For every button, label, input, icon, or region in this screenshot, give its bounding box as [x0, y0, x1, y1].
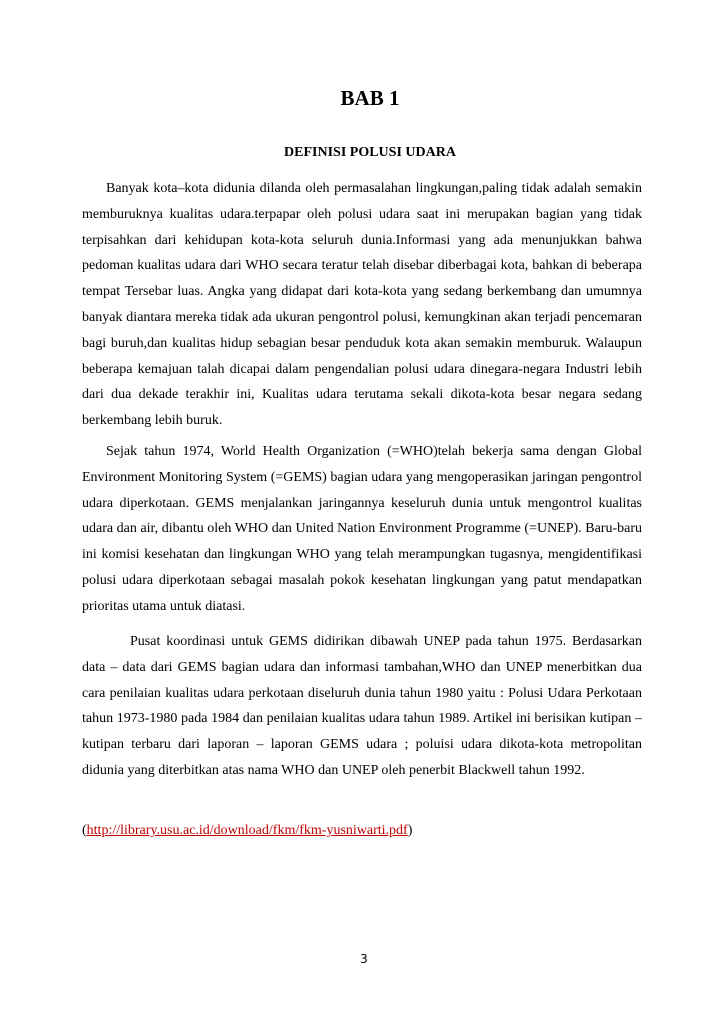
source-close-paren: ) [407, 823, 413, 838]
chapter-title: BAB 1 [340, 86, 400, 110]
source-open-paren: ( [82, 823, 87, 838]
paragraph-1: Banyak kota–kota didunia dilanda oleh permasalahan lingkungan,paling tidak adalah semakin memburuknya kualitas udara.terpapar oleh polusi udara saat ini merupakan bagian yang tidak terpisahkan dari kehidupan kota-kota seluruh dunia.Informasi yang ada menunjukkan bahwa pedoman kualitas udara dari WHO secara teratur telah disebar diberbagai kota, bahkan di beberapa tempat Tersebar luas. Angka yang didapat dari kota-kota yang sedang berkembang dan umumnya banyak diantara mereka tidak ada ukuran pengontrol polusi, kemungkinan akan terjadi pencemaran bagi buruh,dan kualitas hidup sebagian besar penduduk kota akan semakin memburuk. Walaupun beberapa kemajuan talah dicapai dalam pengendalian polusi udara dinegara-negara Industri lebih dari dua dekade terakhir ini, Kualitas udara terutama sekali dikota-kota besar negara sedang berkembang lebih buruk. [82, 181, 642, 429]
source-citation [82, 818, 642, 844]
paragraph-2: Sejak tahun 1974, World Health Organization (=WHO)telah bekerja sama dengan Global Environment Monitoring System (=GEMS) bagian udara yang mengoperasikan jaringan pengontrol udara diperkotaan. GEMS menjalankan jaringannya keseluruh dunia untuk mengontrol kualitas udara dan air, dibantu oleh WHO dan United Nation Environment Programme (=UNEP). Baru-baru ini komisi kesehatan dan lingkungan WHO yang telah merampungkan tugasnya, mengidentifikasi polusi udara diperkotaan sebagai masalah pokok kesehatan lingkungan yang patut mendapatkan prioritas utama untuk diatasi. [82, 444, 642, 614]
paragraph-3: Pusat koordinasi untuk GEMS didirikan dibawah UNEP pada tahun 1975. Berdasarkan data – data dari GEMS bagian udara dan informasi tambahan,WHO dan UNEP menerbitkan dua cara penilaian kualitas udara perkotaan diseluruh dunia tahun 1980 yaitu : Polusi Udara Perkotaan tahun 1973-1980 pada 1984 dan penilaian kualitas udara tahun 1989. Artikel ini berisikan kutipan – kutipan terbaru dari laporan – laporan GEMS udara ; poluisi udara dikota-kota metropolitan didunia yang diterbitkan atas nama WHO dan UNEP oleh penerbit Blackwell tahun 1992. [82, 634, 642, 778]
section-title: DEFINISI POLUSI UDARA [284, 145, 456, 160]
source-link[interactable]: http://library.usu.ac.id/download/fkm/fkm-yusniwarti.pdf [86, 823, 408, 838]
page-number: 3 [360, 952, 368, 966]
